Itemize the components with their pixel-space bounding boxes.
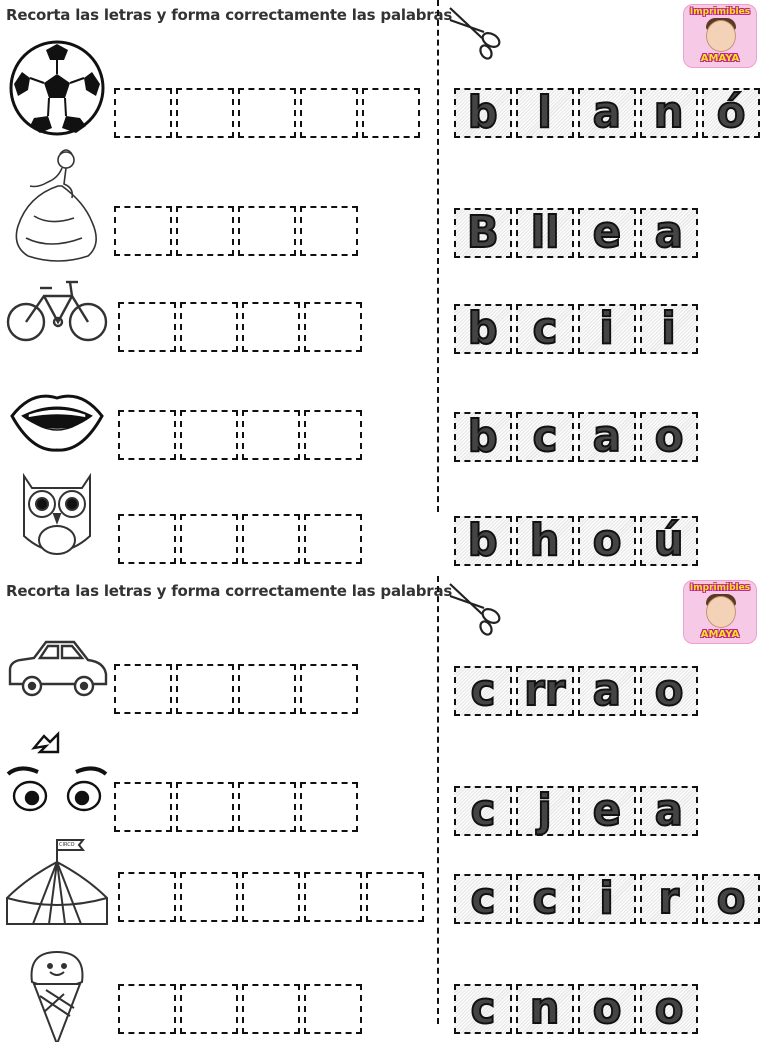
word-row <box>0 38 768 138</box>
letter-tile[interactable]: ú <box>640 516 698 566</box>
answer-box[interactable] <box>176 664 234 714</box>
letter-tile[interactable]: c <box>454 984 512 1034</box>
word-row <box>0 146 768 258</box>
circus-flag-label: CIRCO <box>59 842 75 848</box>
letter-tile[interactable]: c <box>516 412 574 462</box>
answer-box[interactable] <box>176 782 234 832</box>
answer-box[interactable] <box>238 206 296 256</box>
letter-tile[interactable]: a <box>640 786 698 836</box>
answer-box[interactable] <box>304 872 362 922</box>
letter-tile[interactable]: a <box>578 666 636 716</box>
letter-tile[interactable]: c <box>516 304 574 354</box>
worksheet-2 <box>0 576 768 1034</box>
letter-tile[interactable]: e <box>578 786 636 836</box>
letter-tile[interactable]: a <box>578 88 636 138</box>
letter-tile[interactable]: r <box>640 874 698 924</box>
letter-tile[interactable]: c <box>516 874 574 924</box>
letter-tile[interactable]: i <box>640 304 698 354</box>
letter-tile[interactable]: b <box>454 304 512 354</box>
answer-box[interactable] <box>238 782 296 832</box>
answer-box[interactable] <box>118 984 176 1034</box>
letter-tile[interactable]: j <box>516 786 574 836</box>
letter-tile[interactable]: rr <box>516 666 574 716</box>
worksheet-title: Recorta las letras y forma correctamente las palabras <box>6 6 453 24</box>
letter-tile[interactable]: i <box>578 304 636 354</box>
letter-tile[interactable]: B <box>454 208 512 258</box>
answer-box[interactable] <box>362 88 420 138</box>
word-row <box>0 832 768 932</box>
answer-box[interactable] <box>300 782 358 832</box>
letter-tile[interactable]: o <box>640 412 698 462</box>
answer-box[interactable] <box>366 872 424 922</box>
answer-box[interactable] <box>180 410 238 460</box>
letter-tile[interactable]: b <box>454 88 512 138</box>
answer-box[interactable] <box>180 872 238 922</box>
letter-tile[interactable]: o <box>578 984 636 1034</box>
answer-box[interactable] <box>300 206 358 256</box>
answer-box[interactable] <box>304 410 362 460</box>
answer-box[interactable] <box>238 664 296 714</box>
princess-icon <box>4 146 110 266</box>
word-row <box>0 614 768 714</box>
letter-tile[interactable]: o <box>702 874 760 924</box>
answer-box[interactable] <box>114 664 172 714</box>
letter-tile[interactable]: h <box>516 516 574 566</box>
eyebrows-icon <box>4 726 110 826</box>
answer-box[interactable] <box>118 410 176 460</box>
logo-text-top: Imprimibles <box>689 583 751 593</box>
letter-tile[interactable]: b <box>454 412 512 462</box>
circus-tent <box>4 832 110 932</box>
answer-box[interactable] <box>304 302 362 352</box>
answer-box[interactable] <box>176 88 234 138</box>
answer-box[interactable] <box>242 302 300 352</box>
answer-box[interactable] <box>300 664 358 714</box>
mouth-icon <box>4 370 110 470</box>
logo-text-bottom: AMAYA <box>700 53 740 64</box>
answer-box[interactable] <box>242 984 300 1034</box>
letter-tile[interactable]: l <box>516 88 574 138</box>
car-icon <box>4 614 110 714</box>
worksheet-title: Recorta las letras y forma correctamente las palabras <box>6 582 453 600</box>
letter-tile[interactable]: b <box>454 516 512 566</box>
answer-box[interactable] <box>114 782 172 832</box>
letter-tile[interactable]: e <box>578 208 636 258</box>
word-row <box>0 466 768 566</box>
ice-cream-icon <box>4 942 110 1042</box>
answer-box[interactable] <box>238 88 296 138</box>
answer-box[interactable] <box>304 984 362 1034</box>
letter-tile[interactable]: a <box>640 208 698 258</box>
letter-tile[interactable]: c <box>454 786 512 836</box>
letter-tile[interactable]: c <box>454 666 512 716</box>
answer-box[interactable] <box>180 984 238 1034</box>
circus-tent-icon <box>4 832 110 932</box>
answer-box[interactable] <box>118 514 176 564</box>
answer-box[interactable] <box>242 410 300 460</box>
word-row <box>0 262 768 362</box>
letter-tile[interactable]: ll <box>516 208 574 258</box>
letter-tile[interactable]: a <box>578 412 636 462</box>
logo-text-bottom: AMAYA <box>700 629 740 640</box>
letter-tile[interactable]: o <box>640 984 698 1034</box>
soccer-ball-icon <box>4 38 110 138</box>
answer-box[interactable] <box>118 872 176 922</box>
letter-tile[interactable]: n <box>640 88 698 138</box>
answer-box[interactable] <box>242 872 300 922</box>
answer-box[interactable] <box>180 302 238 352</box>
answer-box[interactable] <box>114 206 172 256</box>
logo-text-top: Imprimibles <box>689 7 751 17</box>
answer-box[interactable] <box>114 88 172 138</box>
letter-tile[interactable]: o <box>578 516 636 566</box>
answer-box[interactable] <box>242 514 300 564</box>
word-row <box>0 942 768 1042</box>
answer-box[interactable] <box>118 302 176 352</box>
bicycle-icon <box>4 262 110 362</box>
word-row <box>0 726 768 836</box>
letter-tile[interactable]: n <box>516 984 574 1034</box>
answer-box[interactable] <box>304 514 362 564</box>
answer-box[interactable] <box>180 514 238 564</box>
letter-tile[interactable]: o <box>640 666 698 716</box>
answer-box[interactable] <box>176 206 234 256</box>
owl-icon <box>4 466 110 566</box>
word-row <box>0 370 768 470</box>
answer-box[interactable] <box>300 88 358 138</box>
letter-tile[interactable]: c <box>454 874 512 924</box>
letter-tile[interactable]: ó <box>702 88 760 138</box>
letter-tile[interactable]: i <box>578 874 636 924</box>
